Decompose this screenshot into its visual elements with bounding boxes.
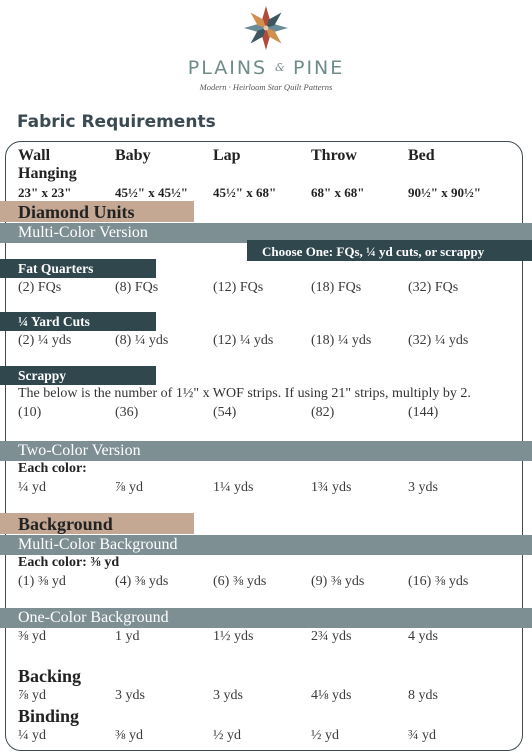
bg-multi-throw: (9) ⅜ yds [311, 574, 365, 589]
scrappy-wall: (10) [18, 405, 42, 420]
two-color-baby: ⅞ yd [115, 480, 143, 495]
brand-ampersand: & [275, 61, 285, 74]
two-color-throw: 1¾ yds [311, 480, 352, 495]
two-color-bed: 3 yds [408, 480, 438, 495]
cut-bed: (32) ¼ yds [408, 333, 469, 348]
bg-one-bed: 4 yds [408, 629, 438, 644]
backing-throw: 4⅛ yds [311, 688, 352, 703]
star-logo-points [244, 6, 288, 50]
background-each-label: Each color: ⅜ yd [18, 555, 120, 570]
fq-throw: (18) FQs [311, 280, 362, 295]
scrappy-throw: (82) [311, 405, 335, 420]
binding-heading: Binding [18, 706, 80, 726]
cut-throw: (18) ¼ yds [311, 333, 372, 348]
yard-cuts-heading: ¼ Yard Cuts [18, 314, 90, 329]
column-header-wall: Wall [18, 147, 51, 164]
column-header-wall-line2: Hanging [18, 165, 77, 182]
fat-quarters-heading: Fat Quarters [18, 261, 94, 276]
brand-name-left: PLAINS [187, 57, 268, 79]
cut-lap: (12) ¼ yds [213, 333, 274, 348]
size-baby: 45½" x 45½" [115, 185, 188, 200]
backing-bed: 8 yds [408, 688, 438, 703]
column-header-baby: Baby [115, 147, 151, 164]
bg-one-wall: ⅜ yd [18, 629, 46, 644]
scrappy-bed: (144) [408, 405, 439, 420]
size-wall: 23" x 23" [18, 185, 72, 200]
backing-heading: Backing [18, 666, 82, 686]
binding-lap: ½ yd [213, 728, 241, 743]
star-logo-icon [243, 5, 289, 51]
bg-one-throw: 2¾ yds [311, 629, 352, 644]
scrappy-note: The below is the number of 1½" x WOF strips. If using 21" strips, multiply by 2. [18, 386, 471, 401]
fq-baby: (8) FQs [115, 280, 159, 295]
bg-one-baby: 1 yd [115, 629, 140, 644]
brand-name-right: PINE [292, 57, 345, 79]
column-header-bed: Bed [408, 147, 435, 164]
binding-wall: ¼ yd [18, 728, 46, 743]
scrappy-baby: (36) [115, 405, 139, 420]
binding-throw: ½ yd [311, 728, 339, 743]
background-heading: Background [18, 514, 113, 534]
binding-baby: ⅜ yd [115, 728, 143, 743]
fq-bed: (32) FQs [408, 280, 459, 295]
fq-wall: (2) FQs [18, 280, 62, 295]
brand-name [0, 57, 532, 79]
bg-multi-lap: (6) ⅜ yds [213, 574, 267, 589]
backing-baby: 3 yds [115, 688, 145, 703]
choose-one-text: Choose One: FQs, ¼ yd cuts, or scrappy [262, 244, 485, 259]
size-lap: 45½" x 68" [213, 185, 277, 200]
scrappy-heading: Scrappy [18, 368, 67, 383]
two-color-version-heading: Two-Color Version [18, 442, 141, 459]
multi-color-background-heading: Multi-Color Background [18, 536, 178, 553]
two-color-wall: ¼ yd [18, 480, 46, 495]
bg-one-lap: 1½ yds [213, 629, 254, 644]
fq-lap: (12) FQs [213, 280, 264, 295]
cut-baby: (8) ¼ yds [115, 333, 169, 348]
two-color-each-label: Each color: [18, 461, 87, 476]
size-throw: 68" x 68" [311, 185, 365, 200]
diamond-units-heading: Diamond Units [18, 202, 135, 222]
scrappy-lap: (54) [213, 405, 237, 420]
bg-multi-bed: (16) ⅜ yds [408, 574, 469, 589]
backing-wall: ⅞ yd [18, 688, 46, 703]
column-header-throw: Throw [311, 147, 357, 164]
bg-multi-wall: (1) ⅜ yd [18, 574, 66, 589]
one-color-background-heading: One-Color Background [18, 609, 169, 626]
binding-bed: ¾ yd [408, 728, 436, 743]
multi-color-version-heading: Multi-Color Version [18, 224, 148, 241]
cut-wall: (2) ¼ yds [18, 333, 72, 348]
bg-multi-baby: (4) ⅜ yds [115, 574, 169, 589]
two-color-lap: 1¼ yds [213, 480, 254, 495]
backing-lap: 3 yds [213, 688, 243, 703]
page-title: Fabric Requirements [17, 112, 216, 132]
column-header-lap: Lap [213, 147, 241, 164]
brand-tagline: Modern · Heirloom Star Quilt Patterns [199, 82, 333, 92]
size-bed: 90½" x 90½" [408, 185, 481, 200]
